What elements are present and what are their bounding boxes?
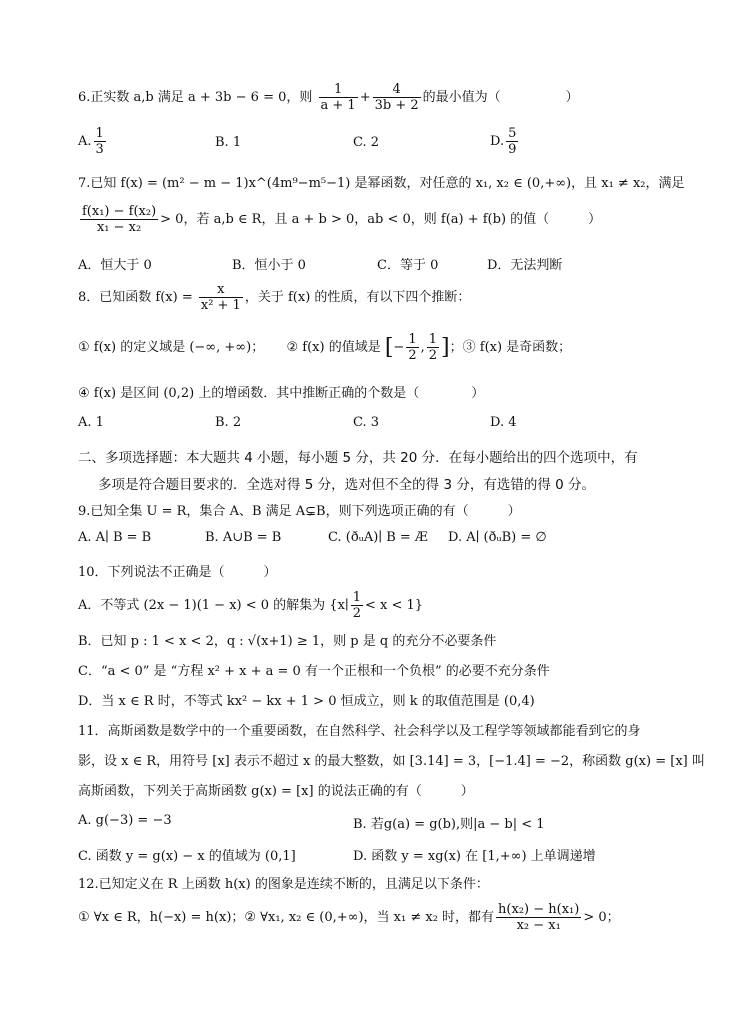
- q8-stem: 8．已知函数 f(x) = $\frac{x}{\text{x² + 1}}$ ，关于 f(x) 的性质，有以下四个推断：: [78, 282, 471, 313]
- q9-stem: 9.已知全集 U = R，集合 A、B 满足 A⊊B，则下列选项正确的有（ ）: [78, 504, 521, 519]
- q7-option-d: D．无法判断: [487, 258, 563, 273]
- q9-option-d: D. A∣ (ðᵤB) = ∅: [448, 530, 547, 545]
- section2-line1: 二、多项选择题：本大题共 4 小题，每小题 5 分，共 20 分．在每小题给出的四个选项中，有: [78, 450, 638, 466]
- q8-items-1-3: ① f(x) 的定义域是 (−∞, +∞)； ② f(x) 的值域是 [− $\frac{1}{2}$ , $\frac{1}{2}$ ]；③ f(x) 是奇函数；: [78, 332, 572, 363]
- q10-option-b: B．已知 p : 1 < x < 2，q : √(x+1) ≥ 1，则 p 是 q 的充分不必要条件: [78, 634, 497, 649]
- q11-option-c: C. 函数 y = g(x) − x 的值域为 (0,1]: [78, 849, 296, 864]
- q11-option-a: A. g(−3) = −3: [78, 813, 172, 828]
- q7-stem-line2: $\frac{\text{f(x₁) − f(x₂)}}{\text{x₁ − x₂}}$ > 0，若 a,b ∈ R，且 a + b > 0，ab < 0，则 f(a) + f(b) 的值（ ）: [82, 204, 602, 235]
- section2-line2: 多项是符合题目要求的．全选对得 5 分，选对但不全的得 3 分，有选错的得 0 分。: [98, 477, 596, 493]
- q7-option-a: A．恒大于 0: [78, 258, 152, 273]
- q11-line2: 影，设 x ∈ R，用符号 [x] 表示不超过 x 的最大整数，如 [3.14] = 3，[−1.4] = −2，称函数 g(x) = [x] 叫: [78, 754, 705, 769]
- q8-option-a: A. 1: [78, 415, 104, 430]
- q6-option-d: D. $\frac{5}{9}$: [490, 126, 517, 157]
- q8-item4: ④ f(x) 是区间 (0,2) 上的增函数．其中推断正确的个数是（ ）: [78, 386, 485, 401]
- q12-frac: $\frac{\text{h(x₂) − h(x₁)}}{\text{x₂ − x₁}}$: [498, 902, 580, 933]
- q11-line3: 高斯函数，下列关于高斯函数 g(x) = [x] 的说法正确的有（ ）: [78, 784, 474, 799]
- q6-option-c: C. 2: [353, 135, 380, 150]
- q9-option-a: A. A∣ B = B: [78, 530, 152, 545]
- q11-option-b: B. 若g(a) = g(b),则|a − b| < 1: [353, 817, 545, 832]
- q10-option-d: D．当 x ∈ R 时，不等式 kx² − kx + 1 > 0 恒成立，则 k 的取值范围是 (0,4): [78, 694, 535, 709]
- q9-option-c: C. (ðᵤA)∣ B = Æ: [328, 530, 428, 545]
- q11-option-d: D. 函数 y = xg(x) 在 [1,+∞) 上单调递增: [353, 849, 596, 864]
- q6-frac1: $\frac{1}{a + 1}$: [320, 82, 356, 113]
- q9-option-b: B. A∪B = B: [205, 530, 282, 545]
- q10-stem: 10．下列说法不正确是（ ）: [78, 565, 277, 580]
- q6-stem: 6.正实数 a,b 满足 a + 3b − 6 = 0，则 $\frac{1}{a + 1}$ + $\frac{4}{3b + 2}$ 的最小值为（ ）: [78, 82, 579, 113]
- q11-line1: 11．高斯函数是数学中的一个重要函数，在自然科学、社会科学以及工程学等领域都能看到它的身: [78, 724, 641, 739]
- q7-frac: $\frac{\text{f(x₁) − f(x₂)}}{\text{x₁ − x₂}}$: [82, 204, 157, 235]
- q7-option-c: C．等于 0: [377, 258, 439, 273]
- q8-frac: $\frac{x}{\text{x² + 1}}$: [200, 282, 241, 313]
- q6-option-b: B. 1: [215, 135, 242, 150]
- q10-option-a: A．不等式 (2x − 1)(1 − x) < 0 的解集为 {x∣ $\frac{1}{2}$ < x < 1}: [78, 590, 424, 621]
- q12-conditions: ① ∀x ∈ R，h(−x) = h(x)；② ∀x₁, x₂ ∈ (0,+∞)，当 x₁ ≠ x₂ 时，都有 $\frac{\text{h(x₂) − h(x₁)}}{\text{x₂ − x₁}}$ > 0；: [78, 902, 620, 933]
- q10-option-c: C．“a < 0” 是 “方程 x² + x + a = 0 有一个正根和一个负根” 的必要不充分条件: [78, 664, 550, 679]
- q6-frac2: $\frac{4}{3b + 2}$: [374, 82, 419, 113]
- q7-option-b: B．恒小于 0: [232, 258, 306, 273]
- q8-option-c: C. 3: [353, 415, 380, 430]
- q8-option-d: D. 4: [490, 415, 517, 430]
- q12-stem: 12.已知定义在 R 上函数 h(x) 的图象是连续不断的，且满足以下条件：: [78, 877, 489, 892]
- q8-option-b: B. 2: [215, 415, 242, 430]
- q7-stem-line1: 7.已知 f(x) = (m² − m − 1)x^(4m⁹−m⁵−1) 是幂函数，对任意的 x₁, x₂ ∈ (0,+∞)，且 x₁ ≠ x₂，满足: [78, 176, 685, 191]
- q6-option-a: A. $\frac{1}{3}$: [78, 126, 104, 157]
